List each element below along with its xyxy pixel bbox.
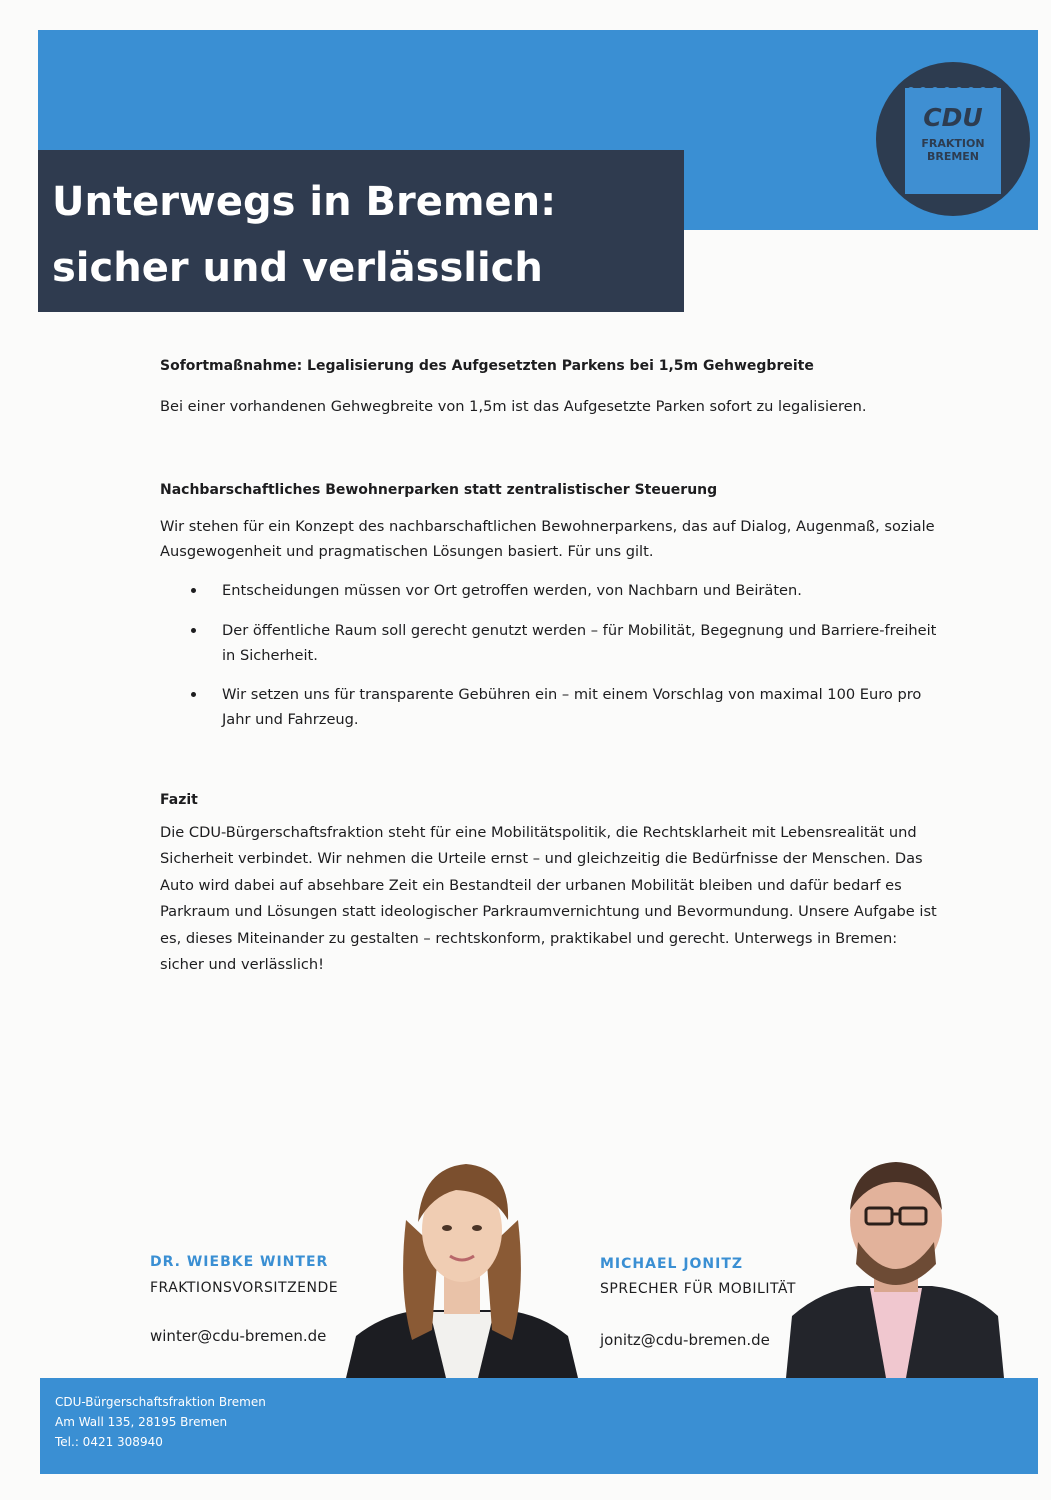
portrait-photo-jonitz [786, 1146, 1004, 1378]
person-role-jonitz: SPRECHER FÜR MOBILITÄT [600, 1281, 796, 1297]
list-item [160, 618, 940, 668]
person-role-winter: FRAKTIONSVORSITZENDE [150, 1280, 339, 1296]
person-email-jonitz[interactable]: jonitz@cdu-bremen.de [600, 1331, 770, 1349]
person-name-winter: DR. WIEBKE WINTER [150, 1254, 329, 1270]
paragraph-fazit: Die CDU-Bürgerschaftsfraktion steht für eine Mobilitätspolitik, die Rechtsklarheit mit Lebensrealität und Sicherheit verbindet. Wir nehmen die Urteile ernst – und gleichzeitig die Bedürfnisse der Menschen. Das Auto wird dabei auf absehbare Zeit ein Bestandteil der urbanen Mobilität bleiben und dafür bedarf es Parkraum und Lösungen statt ideologischer Parkraumvernichtung und Bevormundung. Unsere Aufgabe ist es, dieses Miteinander zu gestalten – rechtskonform, praktikabel und gerecht. Unterwegs in Bremen: sicher und verlässlich! [160, 824, 937, 974]
list-item [160, 578, 802, 603]
bullet-icon [191, 628, 196, 633]
paragraph-sofortmassnahme: Bei einer vorhandenen Gehwegbreite von 1,5m ist das Aufgesetzte Parken sofort zu legalisieren. [160, 398, 867, 415]
page-title-line-2: sicher und verlässlich [52, 245, 543, 291]
title-box [38, 150, 684, 312]
page-title-line-1: Unterwegs in Bremen: [52, 179, 557, 225]
portrait-photo-winter [346, 1140, 578, 1378]
list-item-text: Wir setzen uns für transparente Gebühren ein – mit einem Vorschlag von maximal 100 Euro pro Jahr und Fahrzeug. [222, 686, 922, 728]
bullet-icon [191, 692, 196, 697]
footer-phone: Tel.: 0421 308940 [55, 1435, 163, 1449]
person-name-jonitz: MICHAEL JONITZ [600, 1256, 744, 1272]
cdu-fraktion-logo [876, 62, 1030, 216]
logo-brand: CDU [923, 103, 983, 132]
heading-sofortmassnahme: Sofortmaßnahme: Legalisierung des Aufgesetzten Parkens bei 1,5m Gehwegbreite [160, 358, 814, 374]
footer-band [40, 1378, 1038, 1474]
logo-line-1: FRAKTION [921, 137, 985, 150]
heading-fazit: Fazit [160, 792, 198, 808]
heading-bewohnerparken: Nachbarschaftliches Bewohnerparken statt zentralistischer Steuerung [160, 482, 718, 498]
footer-address: Am Wall 135, 28195 Bremen [55, 1415, 228, 1429]
list-item-text: Der öffentliche Raum soll gerecht genutzt werden – für Mobilität, Begegnung und Barriere-freiheit in Sicherheit. [222, 622, 937, 664]
logo-line-2: BREMEN [926, 150, 980, 163]
footer-org-name: CDU-Bürgerschaftsfraktion Bremen [55, 1395, 266, 1409]
paragraph-bewohnerparken: Wir stehen für ein Konzept des nachbarschaftlichen Bewohnerparkens, das auf Dialog, Augenmaß, soziale Ausgewogenheit und pragmatischen Lösungen basiert. Für uns gilt. [160, 518, 935, 560]
list-item [160, 682, 940, 732]
list-item-text: Entscheidungen müssen vor Ort getroffen werden, von Nachbarn und Beiräten. [222, 582, 802, 599]
logo-tile [905, 88, 1001, 194]
bullet-icon [191, 588, 196, 593]
logo-wave-edge [905, 82, 1001, 92]
person-email-winter[interactable]: winter@cdu-bremen.de [150, 1327, 327, 1345]
